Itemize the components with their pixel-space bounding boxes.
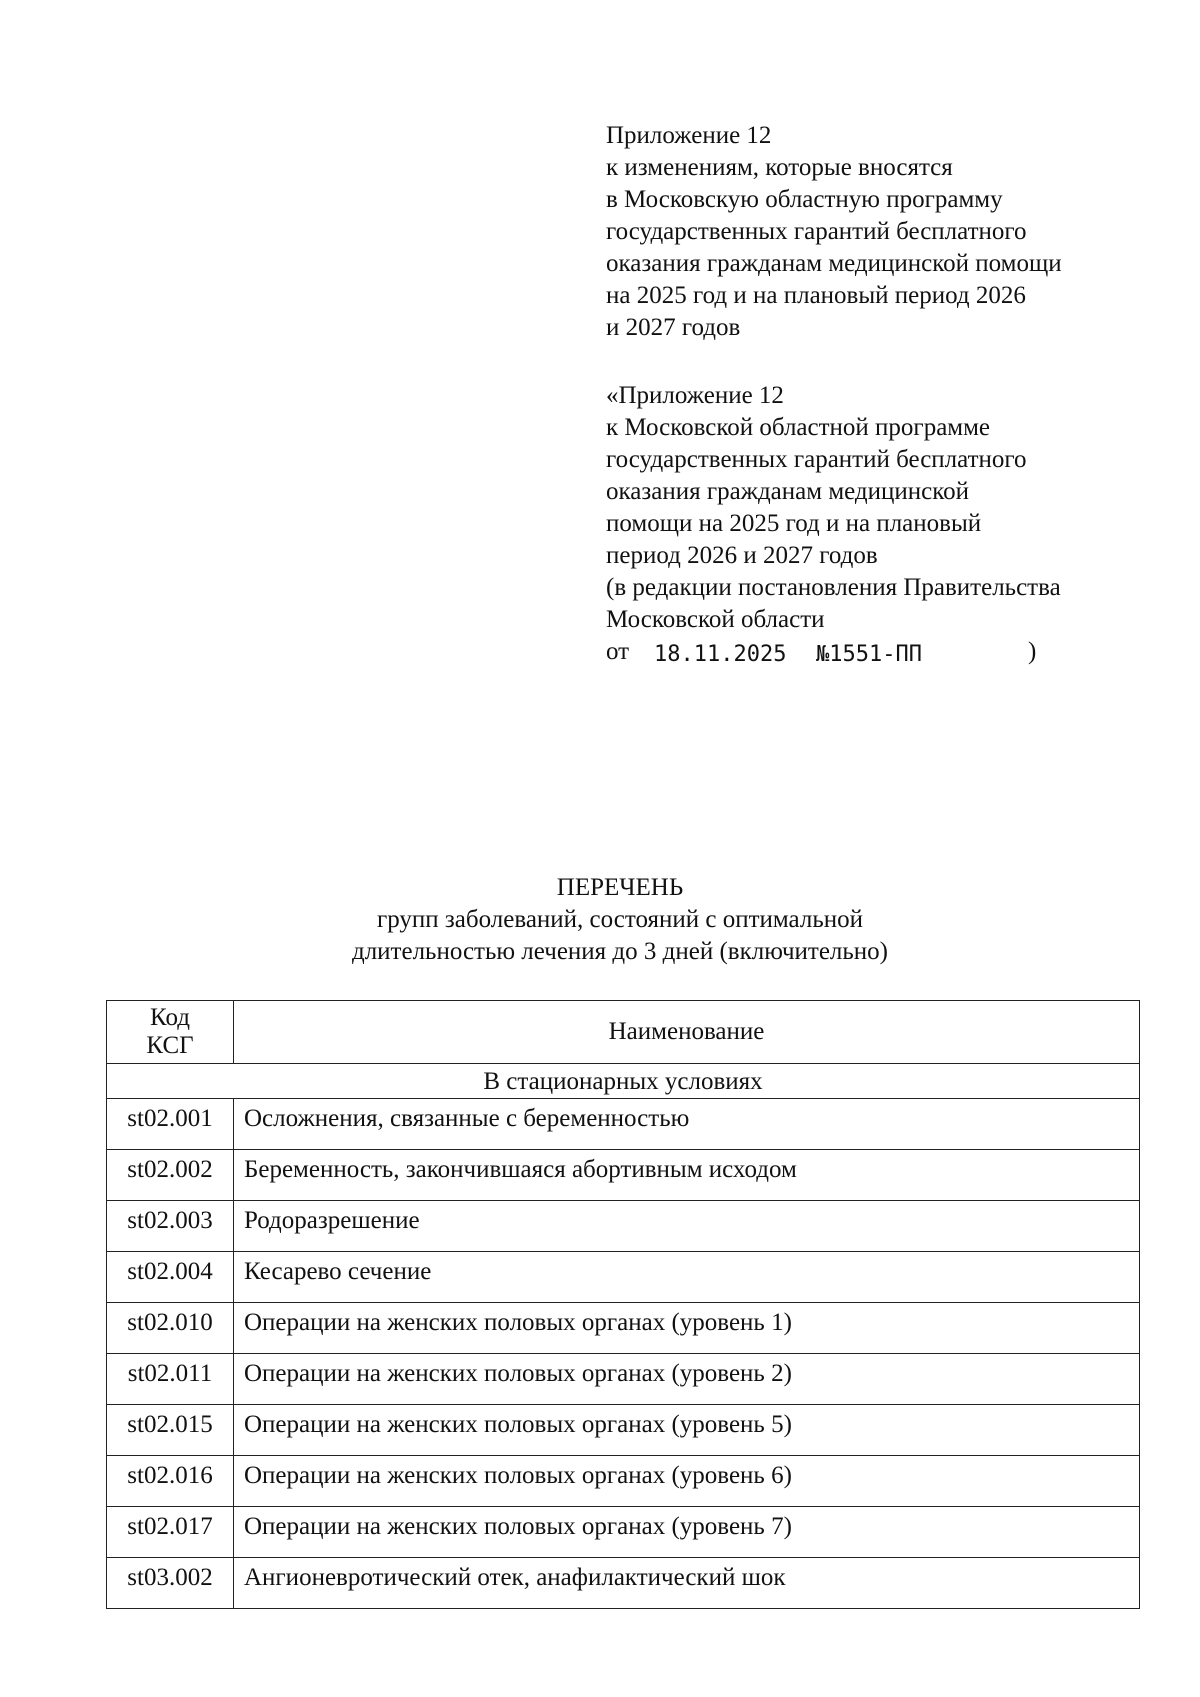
document-subtitle-line2: длительностью лечения до 3 дней (включительно): [351, 938, 889, 965]
decree-prefix: от: [606, 638, 630, 665]
document-subtitle-line1: групп заболеваний, состояний с оптимальной: [376, 906, 864, 933]
ksg-name-cell: Операции на женских половых органах (уровень 2): [234, 1354, 1140, 1405]
table-row: [107, 1252, 1140, 1303]
table-row: [107, 1099, 1140, 1150]
decree-reference: [606, 636, 1061, 668]
annex-amendment-line: к изменениям, которые вносятся: [606, 154, 953, 181]
table-row: [107, 1456, 1140, 1507]
ksg-code-cell: st02.010: [107, 1303, 234, 1354]
annex-amendment-line: оказания гражданам медицинской помощи: [606, 250, 1062, 277]
table-row: [107, 1558, 1140, 1609]
ksg-name-cell: Ангионевротический отек, анафилактический шок: [234, 1558, 1140, 1609]
ksg-code-cell: st03.002: [107, 1558, 234, 1609]
annex-program-line: (в редакции постановления Правительства: [606, 574, 1061, 601]
decree-close-paren: ): [1028, 638, 1037, 665]
ksg-code-cell: st02.001: [107, 1099, 234, 1150]
ksg-name-cell: Родоразрешение: [234, 1201, 1140, 1252]
ksg-table: [106, 1000, 1140, 1609]
annex-amendment-line: Приложение 12: [606, 122, 772, 149]
table-row: [107, 1405, 1140, 1456]
annex-amendment-line: и 2027 годов: [606, 314, 741, 341]
decree-date: 18.11.2025: [654, 642, 787, 667]
section-label: В стационарных условиях: [107, 1064, 1140, 1099]
ksg-code-cell: st02.017: [107, 1507, 234, 1558]
annex-amendment-line: на 2025 год и на плановый период 2026: [606, 282, 1026, 309]
ksg-code-cell: st02.016: [107, 1456, 234, 1507]
header-name: Наименование: [234, 1001, 1140, 1064]
ksg-name-cell: Операции на женских половых органах (уровень 1): [234, 1303, 1140, 1354]
ksg-name-cell: Операции на женских половых органах (уровень 6): [234, 1456, 1140, 1507]
ksg-code-cell: st02.011: [107, 1354, 234, 1405]
table-header-row: [107, 1001, 1140, 1064]
annex-amendment-line: государственных гарантий бесплатного: [606, 218, 1027, 245]
ksg-name-cell: Операции на женских половых органах (уровень 7): [234, 1507, 1140, 1558]
decree-number: №1551-ПП: [816, 642, 922, 667]
section-row: [107, 1064, 1140, 1099]
header-code-line2: КСГ: [146, 1032, 194, 1059]
header-code-line1: Код: [150, 1004, 190, 1031]
ksg-name-cell: Осложнения, связанные с беременностью: [234, 1099, 1140, 1150]
ksg-code-cell: st02.015: [107, 1405, 234, 1456]
annex-program-block: [606, 380, 1061, 668]
ksg-name-cell: Операции на женских половых органах (уровень 5): [234, 1405, 1140, 1456]
annex-program-line: оказания гражданам медицинской: [606, 478, 970, 505]
document-title: ПЕРЕЧЕНЬ: [556, 874, 684, 901]
ksg-name-cell: Кесарево сечение: [234, 1252, 1140, 1303]
annex-amendment-block: [606, 120, 1062, 344]
ksg-code-cell: st02.004: [107, 1252, 234, 1303]
table-row: [107, 1303, 1140, 1354]
annex-program-line: помощи на 2025 год и на плановый: [606, 510, 982, 537]
annex-program-line: «Приложение 12: [606, 382, 784, 409]
ksg-name-cell: Беременность, закончившаяся абортивным исходом: [234, 1150, 1140, 1201]
annex-program-line: к Московской областной программе: [606, 414, 991, 441]
annex-program-line: период 2026 и 2027 годов: [606, 542, 878, 569]
table-row: [107, 1150, 1140, 1201]
table-row: [107, 1354, 1140, 1405]
annex-amendment-line: в Московскую областную программу: [606, 186, 1003, 213]
ksg-code-cell: st02.003: [107, 1201, 234, 1252]
annex-program-line: государственных гарантий бесплатного: [606, 446, 1027, 473]
ksg-code-cell: st02.002: [107, 1150, 234, 1201]
header-code: [107, 1001, 234, 1064]
annex-program-line: Московской области: [606, 606, 825, 633]
table-row: [107, 1201, 1140, 1252]
table-row: [107, 1507, 1140, 1558]
